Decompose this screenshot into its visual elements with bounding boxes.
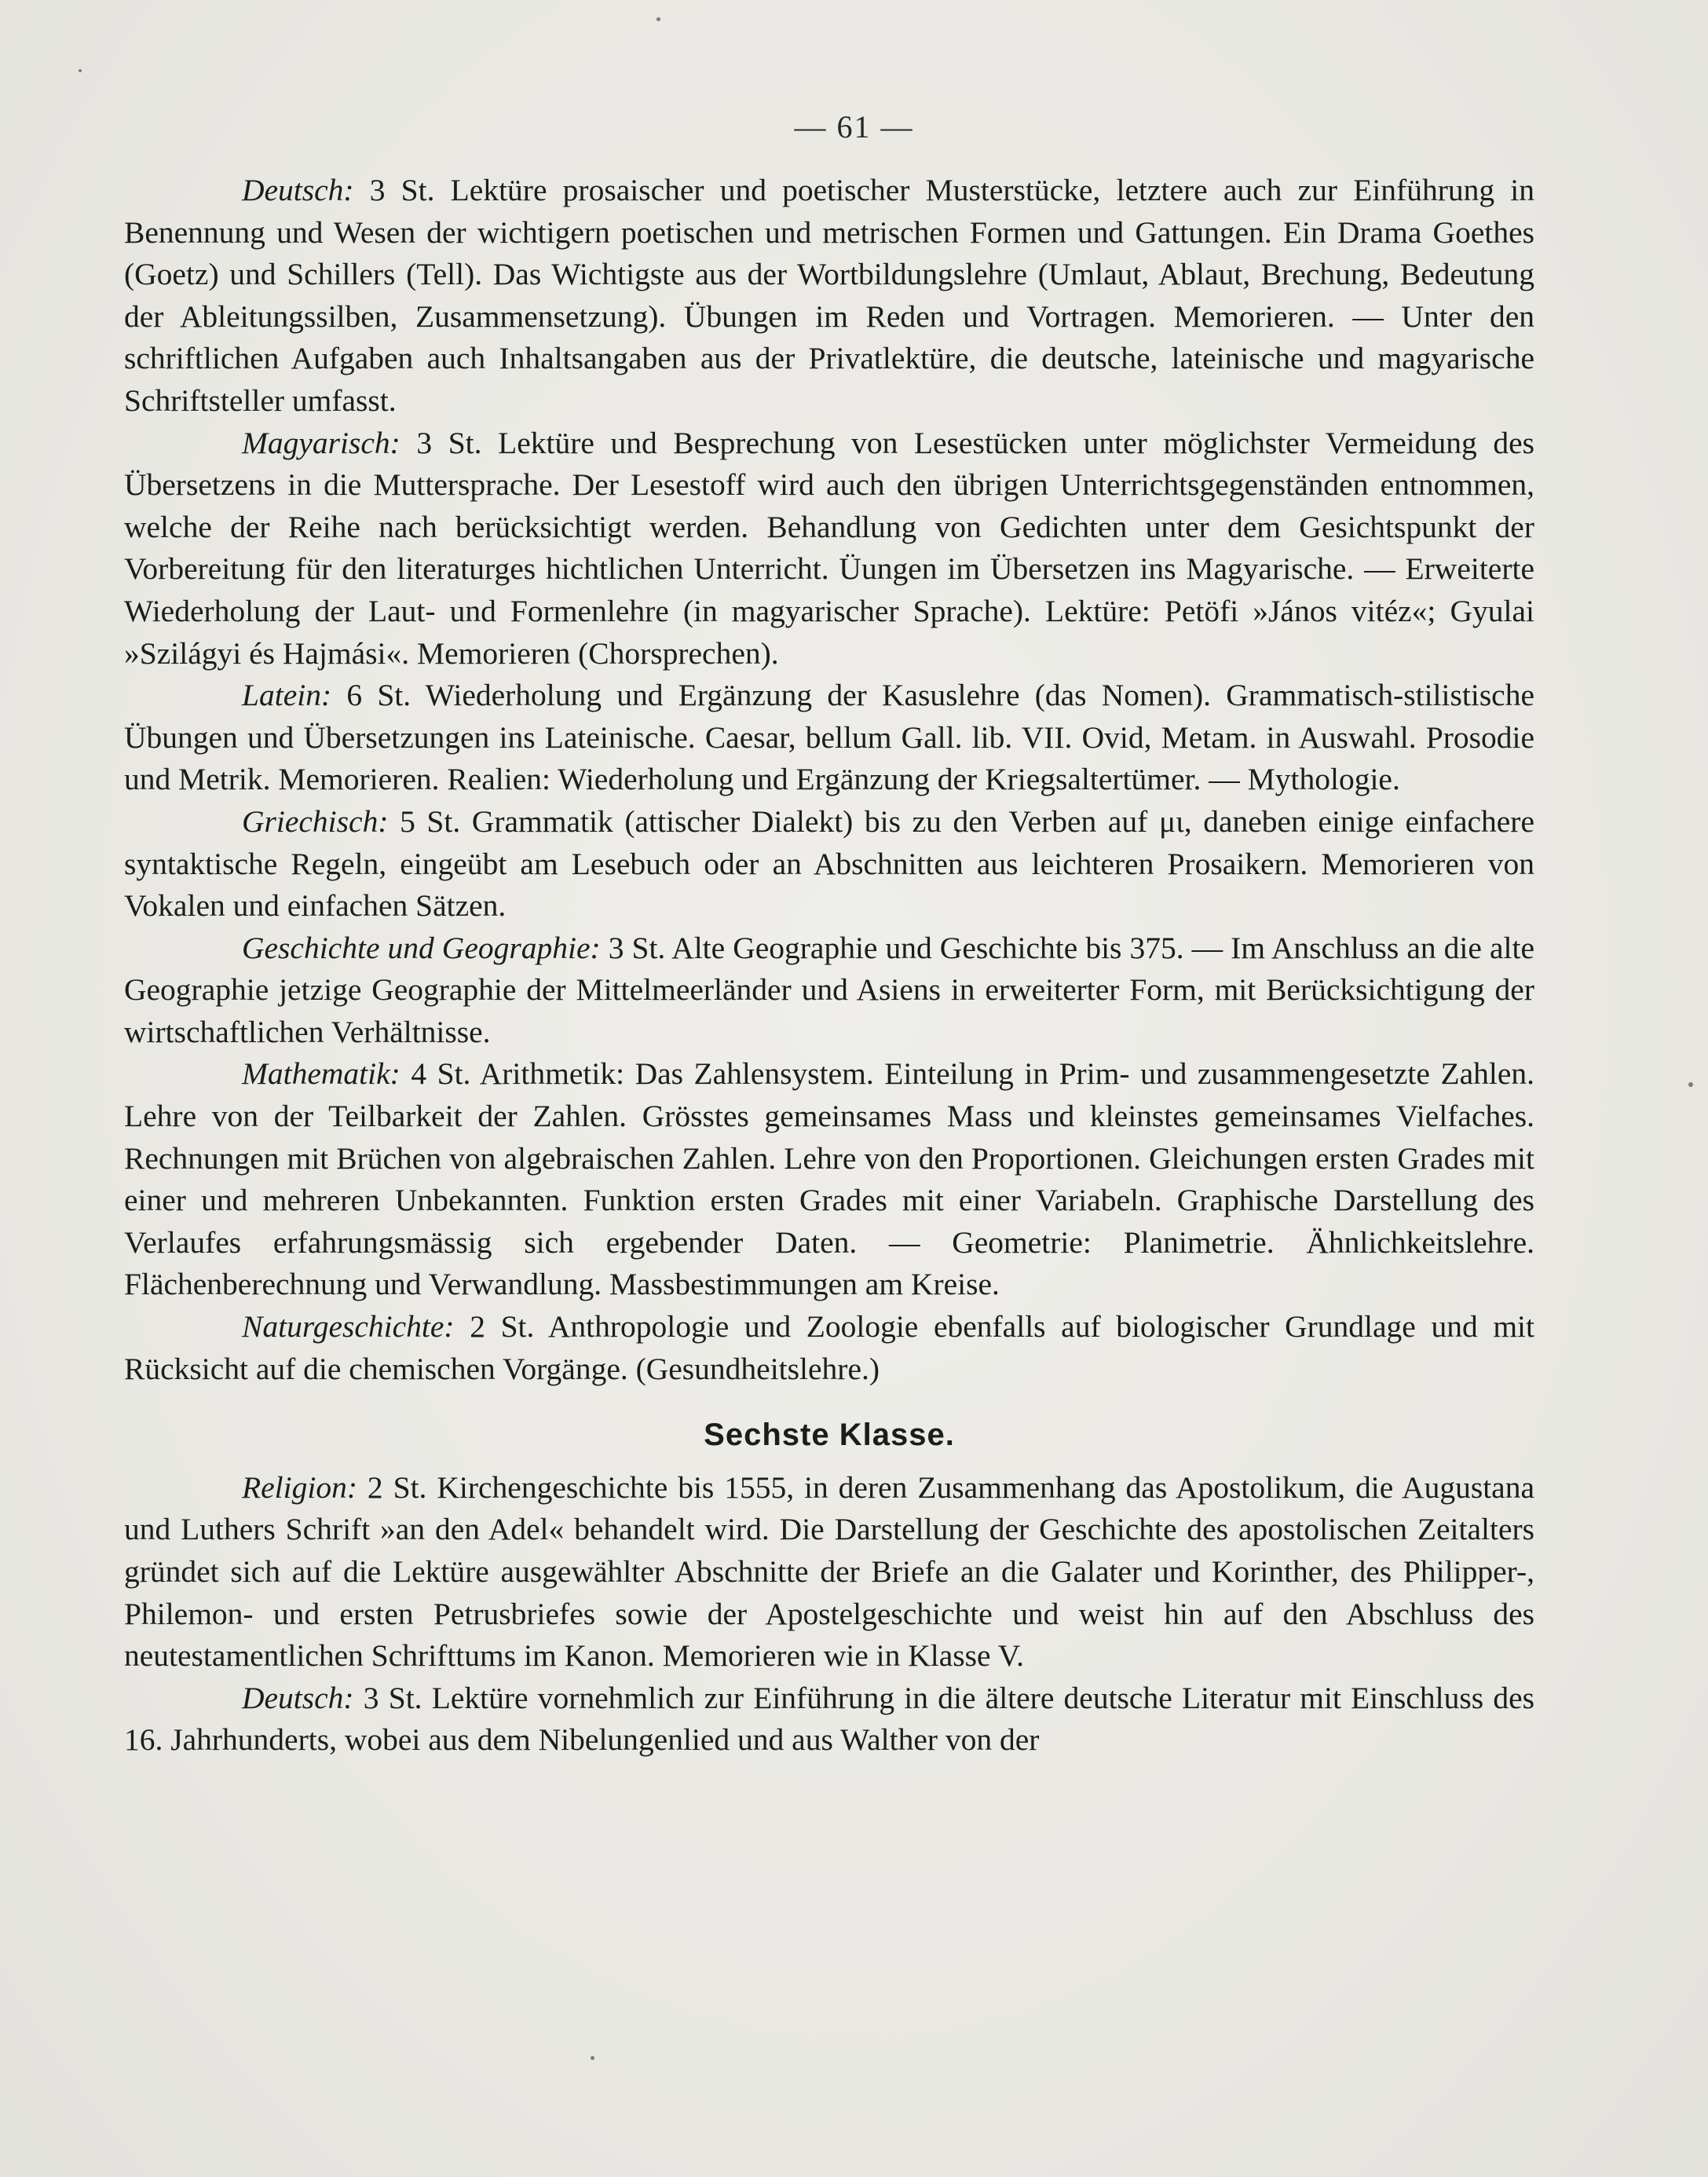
paragraph-text: 6 St. Wiederholung und Ergänzung der Kasuslehre (das Nomen). Grammatisch-stilistische Übungen und Übersetzungen ins Lateinische. Caesar, bellum Gall. lib. VII. Ovid, Metam. in Auswahl. Prosodie und Metrik. Memorieren. Realien: Wiederholung und Ergänzung der Kriegsaltertümer. — Mythologie. xyxy=(124,678,1534,797)
paragraph-mathematik xyxy=(124,1053,1534,1306)
section-heading: Sechste Klasse. xyxy=(704,1418,955,1453)
paper-speck xyxy=(1688,1082,1693,1087)
paragraph-deutsch-sechste xyxy=(124,1678,1534,1762)
paragraph-magyarisch xyxy=(124,423,1534,675)
subject-label: Naturgeschichte: xyxy=(242,1309,455,1345)
paragraph-text: 4 St. Arithmetik: Das Zahlensystem. Einteilung in Prim- und zusammengesetzte Zahlen. Lehre von der Teilbarkeit der Zahlen. Grösstes gemeinsames Mass und kleinstes gemeinsames Vielfaches. Rechnungen mit Brüchen von algebraischen Zahlen. Lehre von den Proportionen. Gleichungen ersten Grades mit einer und mehreren Unbekannten. Funktion ersten Grades mit einer Variabeln. Graphische Darstellung des Verlaufes erfahrungsmässig sich ergebender Daten. — Geometrie: Planimetrie. Ähnlichkeitslehre. Flächenberechnung und Verwandlung. Massbestimmungen am Kreise. xyxy=(124,1056,1534,1302)
paragraph-geschichte xyxy=(124,928,1534,1054)
subject-label: Mathematik: xyxy=(242,1056,400,1092)
page-number: — 61 — xyxy=(794,109,914,145)
paragraph-text: 3 St. Lektüre und Besprechung von Lesestücken unter möglichster Vermeidung des Übersetzens in die Muttersprache. Der Lesestoff wird auch den übrigen Unterrichtsgegenständen entnommen, welche der Reihe nach berücksichtigt werden. Behandlung von Gedichten unter dem Gesichtspunkt der Vorbereitung für den literaturges hichtlichen Unterricht. Üungen im Übersetzen ins Magyarische. — Erweiterte Wiederholung der Laut- und Formenlehre (in magyarischer Sprache). Lektüre: Petöfi »János vitéz«; Gyulai »Szilágyi és Hajmási«. Memorieren (Chorsprechen). xyxy=(124,425,1534,671)
paragraph-naturgeschichte xyxy=(124,1306,1534,1390)
subject-label: Griechisch: xyxy=(242,803,389,839)
paragraph-text: 3 St. Lektüre vornehmlich zur Einführung in die ältere deutsche Literatur mit Einschluss des 16. Jahrhunderts, wobei aus dem Nibelungenlied und aus Walther von der xyxy=(124,1680,1534,1758)
paper-speck xyxy=(657,17,660,21)
paragraph-religion xyxy=(124,1467,1534,1678)
paper-speck xyxy=(591,2056,594,2060)
subject-label: Magyarisch: xyxy=(242,425,400,460)
paragraph-text: 2 St. Anthropologie und Zoologie ebenfalls auf biologischer Grundlage und mit Rücksicht auf die chemischen Vorgänge. (Gesundheitslehre.) xyxy=(124,1309,1534,1386)
body-text xyxy=(124,170,1534,1762)
paragraph-text: 3 St. Alte Geographie und Geschichte bis 375. — Im Anschluss an die alte Geographie jetzige Geographie der Mittelmeerländer und Asiens in erweiterter Form, mit Berücksichtigung der wirtschaftlichen Verhältnisse. xyxy=(124,930,1534,1049)
paragraph-deutsch xyxy=(124,170,1534,423)
paragraph-griechisch xyxy=(124,801,1534,928)
subject-label: Geschichte und Geographie: xyxy=(242,930,601,965)
paragraph-latein xyxy=(124,675,1534,801)
paragraph-text: 5 St. Grammatik (attischer Dialekt) bis zu den Verben auf μι, daneben einige einfachere syntaktische Regeln, eingeübt am Lesebuch oder an Abschnitten aus leichteren Prosaikern. Memorieren von Vokalen und einfachen Sätzen. xyxy=(124,803,1534,924)
paper-speck xyxy=(79,69,82,72)
subject-label: Deutsch: xyxy=(242,1680,354,1715)
subject-label: Religion: xyxy=(242,1469,357,1505)
paragraph-text: 3 St. Lektüre prosaischer und poetischer Musterstücke, letztere auch zur Einführung in Benennung und Wesen der wichtigern poetischen und metrischen Formen und Gattungen. Ein Drama Goethes (Goetz) und Schillers (Tell). Das Wichtigste aus der Wortbildungslehre (Umlaut, Ablaut, Brechung, Bedeutung der Ableitungssilben, Zusammensetzung). Übungen im Reden und Vortragen. Memorieren. — Unter den schriftlichen Aufgaben auch Inhaltsangaben aus der Privatlektüre, die deutsche, lateinische und magyarische Schriftsteller umfasst. xyxy=(124,173,1534,418)
paragraph-text: 2 St. Kirchengeschichte bis 1555, in deren Zusammenhang das Apostolikum, die Augustana und Luthers Schrift »an den Adel« behandelt wird. Die Darstellung der Geschichte des apostolischen Zeitalters gründet sich auf die Lektüre ausgewählter Abschnitte der Briefe an die Galater und Korinther, des Philipper-, Philemon- und ersten Petrusbriefes sowie der Apostelgeschichte und weist hin auf den Abschluss des neutestamentlichen Schrifttums im Kanon. Memorieren wie in Klasse V. xyxy=(124,1469,1534,1674)
subject-label: Deutsch: xyxy=(242,173,354,207)
subject-label: Latein: xyxy=(242,678,332,713)
